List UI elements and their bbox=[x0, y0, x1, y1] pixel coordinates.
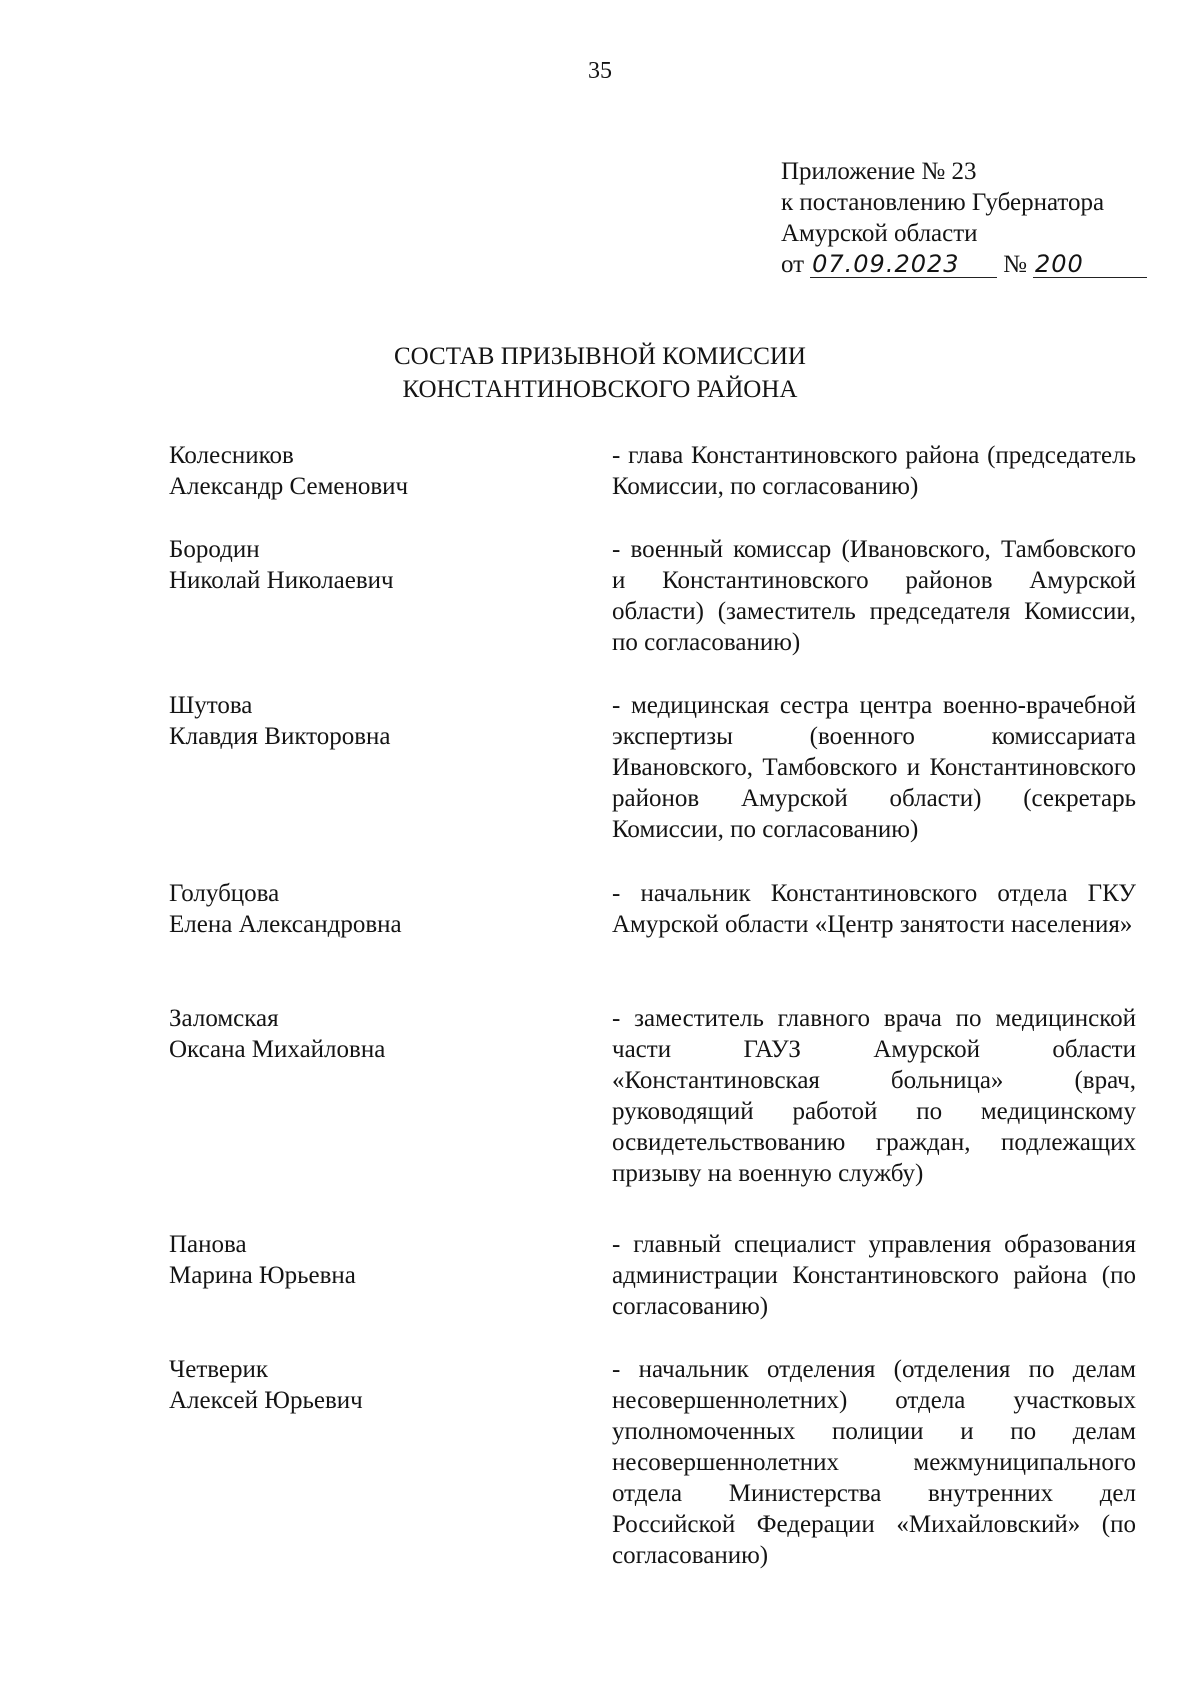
member-name bbox=[169, 1229, 549, 1291]
member-given-names: Александр Семенович bbox=[169, 473, 409, 500]
member-role: - военный комиссар (Ивановского, Тамбовского и Константиновского районов Амурской области) (заместитель председателя Комиссии, по согласованию) bbox=[612, 536, 1136, 656]
page-number: 35 bbox=[588, 58, 612, 84]
handwritten-date: 07.09.2023 bbox=[810, 251, 997, 278]
appendix-region: Амурской области bbox=[781, 220, 978, 247]
member-given-names: Оксана Михайловна bbox=[169, 1036, 386, 1063]
member-role: - начальник Константиновского отдела ГКУ Амурской области «Центр занятости населения» bbox=[612, 880, 1136, 938]
appendix-header bbox=[781, 156, 1147, 280]
member-surname: Заломская bbox=[169, 1005, 279, 1032]
document-title bbox=[0, 340, 1200, 406]
member-name bbox=[169, 690, 549, 752]
member-surname: Бородин bbox=[169, 536, 260, 563]
member-role: - глава Константиновского района (председатель Комиссии, по согласованию) bbox=[612, 442, 1136, 500]
member-role: - медицинская сестра центра военно-врачебной экспертизы (военного комиссариата Ивановского, Тамбовского и Константиновского районов Амурской области) (секретарь Комиссии, по согласованию) bbox=[612, 692, 1136, 843]
number-sign: № bbox=[1003, 251, 1027, 278]
member-surname: Шутова bbox=[169, 692, 253, 719]
handwritten-number: 200 bbox=[1033, 251, 1147, 278]
member-role: - начальник отделения (отделения по делам несовершеннолетних) отдела участковых уполномоченных полиции и по делам несовершеннолетних межмуниципального отдела Министерства внутренних дел Российской Федерации «Михайловский» (по согласованию) bbox=[612, 1356, 1136, 1569]
member-surname: Панова bbox=[169, 1231, 247, 1258]
member-surname: Колесников bbox=[169, 442, 294, 469]
member-role: - главный специалист управления образования администрации Константиновского района (по согласованию) bbox=[612, 1231, 1136, 1320]
appendix-reference: к постановлению Губернатора bbox=[781, 189, 1105, 216]
date-prefix: от bbox=[781, 251, 805, 278]
title-line-1: СОСТАВ ПРИЗЫВНОЙ КОМИССИИ bbox=[394, 343, 806, 370]
member-name bbox=[169, 1003, 549, 1065]
appendix-title: Приложение № 23 bbox=[781, 158, 977, 185]
member-name bbox=[169, 440, 549, 502]
appendix-date-line bbox=[781, 249, 1147, 280]
member-given-names: Клавдия Викторовна bbox=[169, 723, 391, 750]
member-given-names: Николай Николаевич bbox=[169, 567, 394, 594]
member-role: - заместитель главного врача по медицинской части ГАУЗ Амурской области «Константиновская больница» (врач, руководящий работой по медицинскому освидетельствованию граждан, подлежащих призыву на военную службу) bbox=[612, 1005, 1136, 1187]
member-given-names: Елена Александровна bbox=[169, 911, 402, 938]
member-name bbox=[169, 878, 549, 940]
member-name bbox=[169, 1354, 549, 1416]
member-name bbox=[169, 534, 549, 596]
title-line-2: КОНСТАНТИНОВСКОГО РАЙОНА bbox=[402, 376, 798, 403]
member-surname: Четверик bbox=[169, 1356, 269, 1383]
member-surname: Голубцова bbox=[169, 880, 280, 907]
member-given-names: Алексей Юрьевич bbox=[169, 1387, 363, 1414]
member-given-names: Марина Юрьевна bbox=[169, 1262, 356, 1289]
